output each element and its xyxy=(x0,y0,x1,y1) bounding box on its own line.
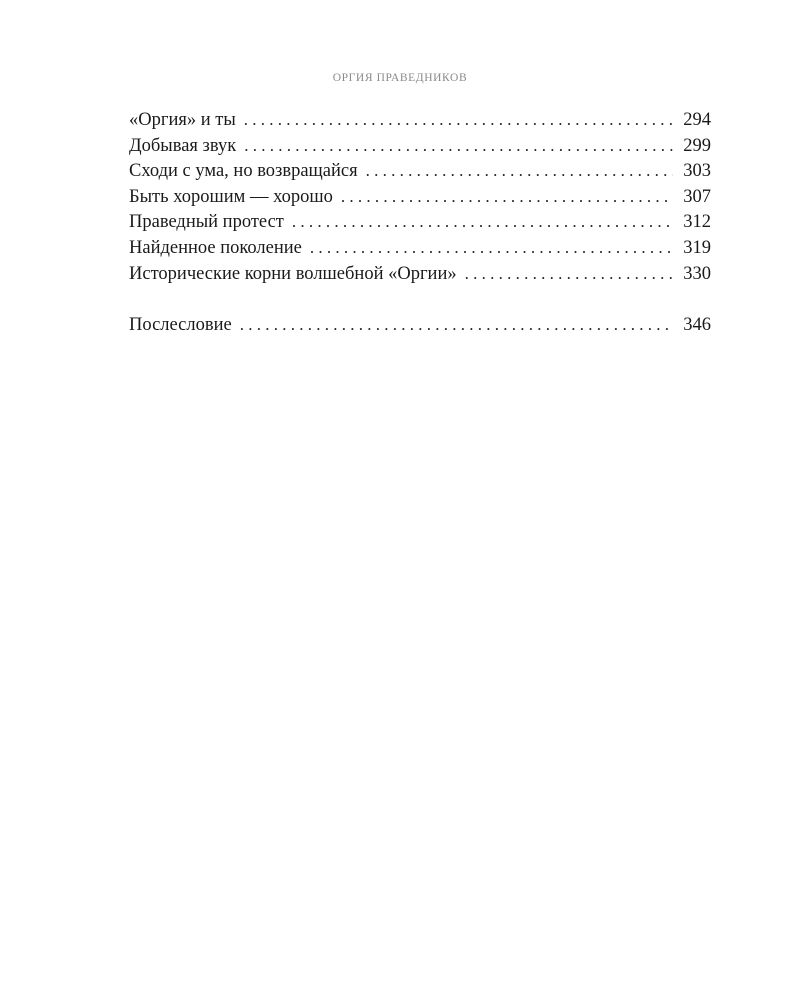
toc-entry[interactable] xyxy=(129,312,711,338)
toc-group-main xyxy=(129,107,711,286)
toc-entry[interactable] xyxy=(129,158,711,184)
toc-entry[interactable] xyxy=(129,107,711,133)
dot-leader xyxy=(244,107,673,133)
toc-entry-page: 294 xyxy=(683,110,711,130)
toc-entry-page: 303 xyxy=(683,161,711,182)
dot-leader xyxy=(292,209,673,235)
toc-entry-page: 346 xyxy=(683,315,711,336)
toc-entry-title: Найденное поколение xyxy=(129,236,310,262)
dot-leader xyxy=(310,235,673,261)
toc-entry-title: Праведный протест xyxy=(129,210,292,236)
toc-entry-page: 299 xyxy=(683,135,711,156)
toc-entry-title: Исторические корни волшебной «Оргии» xyxy=(129,262,465,288)
toc-entry[interactable] xyxy=(129,209,711,235)
toc-group-afterword xyxy=(129,312,711,338)
toc-entry-page: 319 xyxy=(683,237,711,258)
dot-leader xyxy=(240,312,673,338)
toc-entry-page: 307 xyxy=(683,186,711,207)
dot-leader xyxy=(341,184,673,210)
toc-entry[interactable] xyxy=(129,261,711,287)
dot-leader xyxy=(465,261,673,287)
dot-leader xyxy=(366,158,673,184)
toc-entry-title: «Оргия» и ты xyxy=(129,108,244,134)
toc-entry-page: 312 xyxy=(683,212,711,233)
toc-entry[interactable] xyxy=(129,133,711,159)
running-header: ОРГИЯ ПРАВЕДНИКОВ xyxy=(332,72,468,84)
toc-entry-title: Послесловие xyxy=(129,313,240,339)
dot-leader xyxy=(244,133,673,159)
table-of-contents xyxy=(129,107,711,338)
toc-entry[interactable] xyxy=(129,184,711,210)
toc-entry-title: Быть хорошим — хорошо xyxy=(129,185,341,211)
toc-entry[interactable] xyxy=(129,235,711,261)
toc-entry-page: 330 xyxy=(683,263,711,284)
toc-entry-title: Добывая звук xyxy=(129,134,244,160)
toc-entry-title: Сходи с ума, но возвращайся xyxy=(129,159,366,185)
